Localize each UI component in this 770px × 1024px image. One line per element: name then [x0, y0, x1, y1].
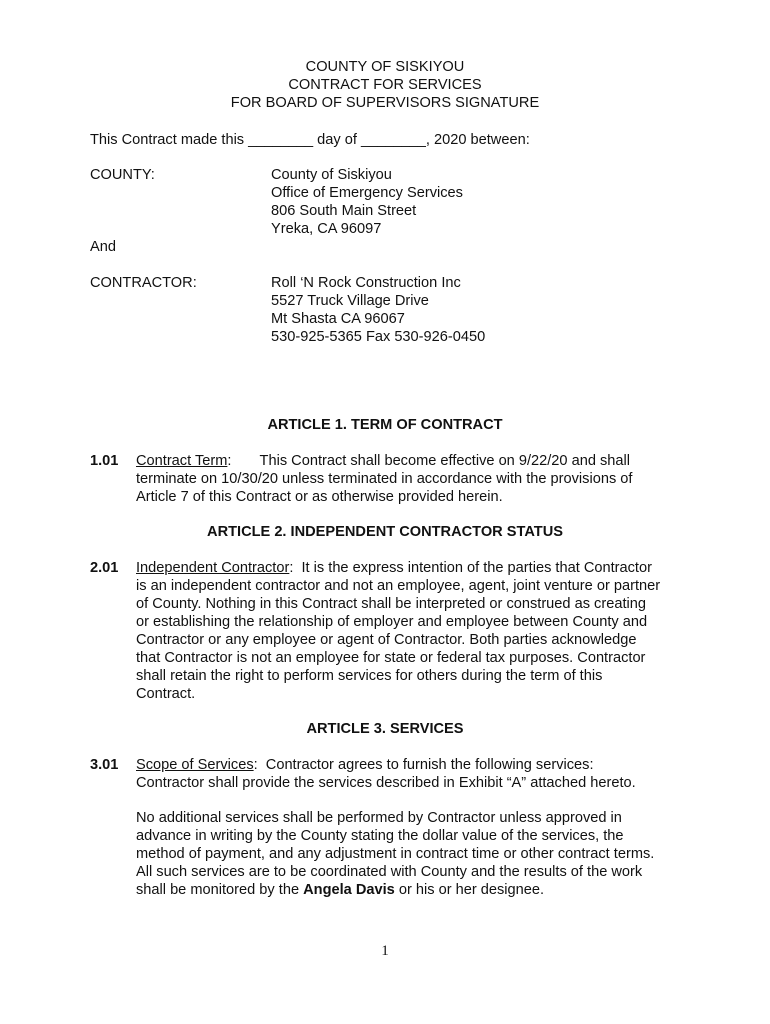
- monitor-name: Angela Davis: [303, 882, 395, 898]
- article-1-first-line: [136, 452, 632, 470]
- article-2-line: or establishing the relationship of employer and employee between County and: [136, 614, 648, 630]
- section-number-3-01: 3.01: [90, 757, 119, 773]
- section-number-1-01: 1.01: [90, 453, 119, 469]
- article-2-text: : It is the express intention of the parties that Contractor: [289, 560, 652, 576]
- contractor-address-line: 5527 Truck Village Drive: [271, 293, 429, 309]
- article-3-paragraph-2: [136, 809, 654, 899]
- and-text: And: [90, 239, 116, 255]
- article-2-line: that Contractor is not an employee for state or federal tax purposes. Contractor: [136, 650, 646, 666]
- article-1-heading: ARTICLE 1. TERM OF CONTRACT: [267, 417, 503, 433]
- section-number-2-01: 2.01: [90, 560, 119, 576]
- independent-contractor-title: Independent Contractor: [136, 560, 290, 576]
- article-1-text: : This Contract shall become effective on 9/22/20 and shall: [227, 453, 631, 469]
- county-address-line: 806 South Main Street: [271, 203, 417, 219]
- article-3-heading: ARTICLE 3. SERVICES: [306, 721, 464, 737]
- article-3-line: Contractor shall provide the services described in Exhibit “A” attached hereto.: [136, 775, 636, 791]
- article-1-body: [136, 452, 632, 506]
- article-3-first-line: [136, 756, 636, 774]
- contractor-address-line: Roll ‘N Rock Construction Inc: [271, 275, 461, 291]
- header-line-3: FOR BOARD OF SUPERVISORS SIGNATURE: [230, 95, 540, 111]
- article-3-para2-line: No additional services shall be performed by Contractor unless approved in: [136, 810, 622, 826]
- article-2-line: is an independent contractor and not an employee, agent, joint venture or partner: [136, 578, 661, 594]
- monitor-text-post: or his or her designee.: [394, 882, 545, 898]
- monitor-text-pre: shall be monitored by the: [136, 882, 304, 898]
- article-2-line: Contract.: [136, 686, 196, 702]
- header-line-1: COUNTY OF SISKIYOU: [305, 59, 465, 75]
- contractor-address-line: 530-925-5365 Fax 530-926-0450: [271, 329, 486, 345]
- article-2-first-line: [136, 559, 660, 577]
- county-address-line: Yreka, CA 96097: [271, 221, 382, 237]
- header-line-2: CONTRACT FOR SERVICES: [288, 77, 482, 93]
- county-address-line: Office of Emergency Services: [271, 185, 463, 201]
- article-1-line: Article 7 of this Contract or as otherwise provided herein.: [136, 489, 503, 505]
- article-2-heading: ARTICLE 2. INDEPENDENT CONTRACTOR STATUS: [207, 524, 563, 540]
- article-2-line: Contractor or any employee or agent of Contractor. Both parties acknowledge: [136, 632, 637, 648]
- scope-of-services-title: Scope of Services: [136, 757, 254, 773]
- contract-term-title: Contract Term: [136, 453, 228, 469]
- contractor-address-line: Mt Shasta CA 96067: [271, 311, 405, 327]
- article-2-body: [136, 559, 660, 703]
- article-3-para2-line: advance in writing by the County stating the dollar value of the services, the: [136, 828, 624, 844]
- article-2-line: of County. Nothing in this Contract shall be interpreted or construed as creating: [136, 596, 646, 612]
- page-number: 1: [381, 943, 389, 959]
- article-3-para2-line: All such services are to be coordinated with County and the results of the work: [136, 864, 643, 880]
- article-3-last-line: [136, 881, 654, 899]
- county-address: [271, 166, 463, 238]
- article-3-body: [136, 756, 636, 792]
- contractor-address: [271, 274, 485, 346]
- county-address-line: County of Siskiyou: [271, 167, 392, 183]
- article-3-para2-line: method of payment, and any adjustment in contract time or other contract terms.: [136, 846, 655, 862]
- article-2-line: shall retain the right to perform services for others during the term of this: [136, 668, 603, 684]
- article-3-text: : Contractor agrees to furnish the following services:: [253, 757, 594, 773]
- intro-line: This Contract made this ________ day of ________, 2020 between:: [90, 132, 530, 148]
- contractor-label: CONTRACTOR:: [90, 275, 197, 291]
- article-1-line: terminate on 10/30/20 unless terminated in accordance with the provisions of: [136, 471, 633, 487]
- county-label: COUNTY:: [90, 167, 155, 183]
